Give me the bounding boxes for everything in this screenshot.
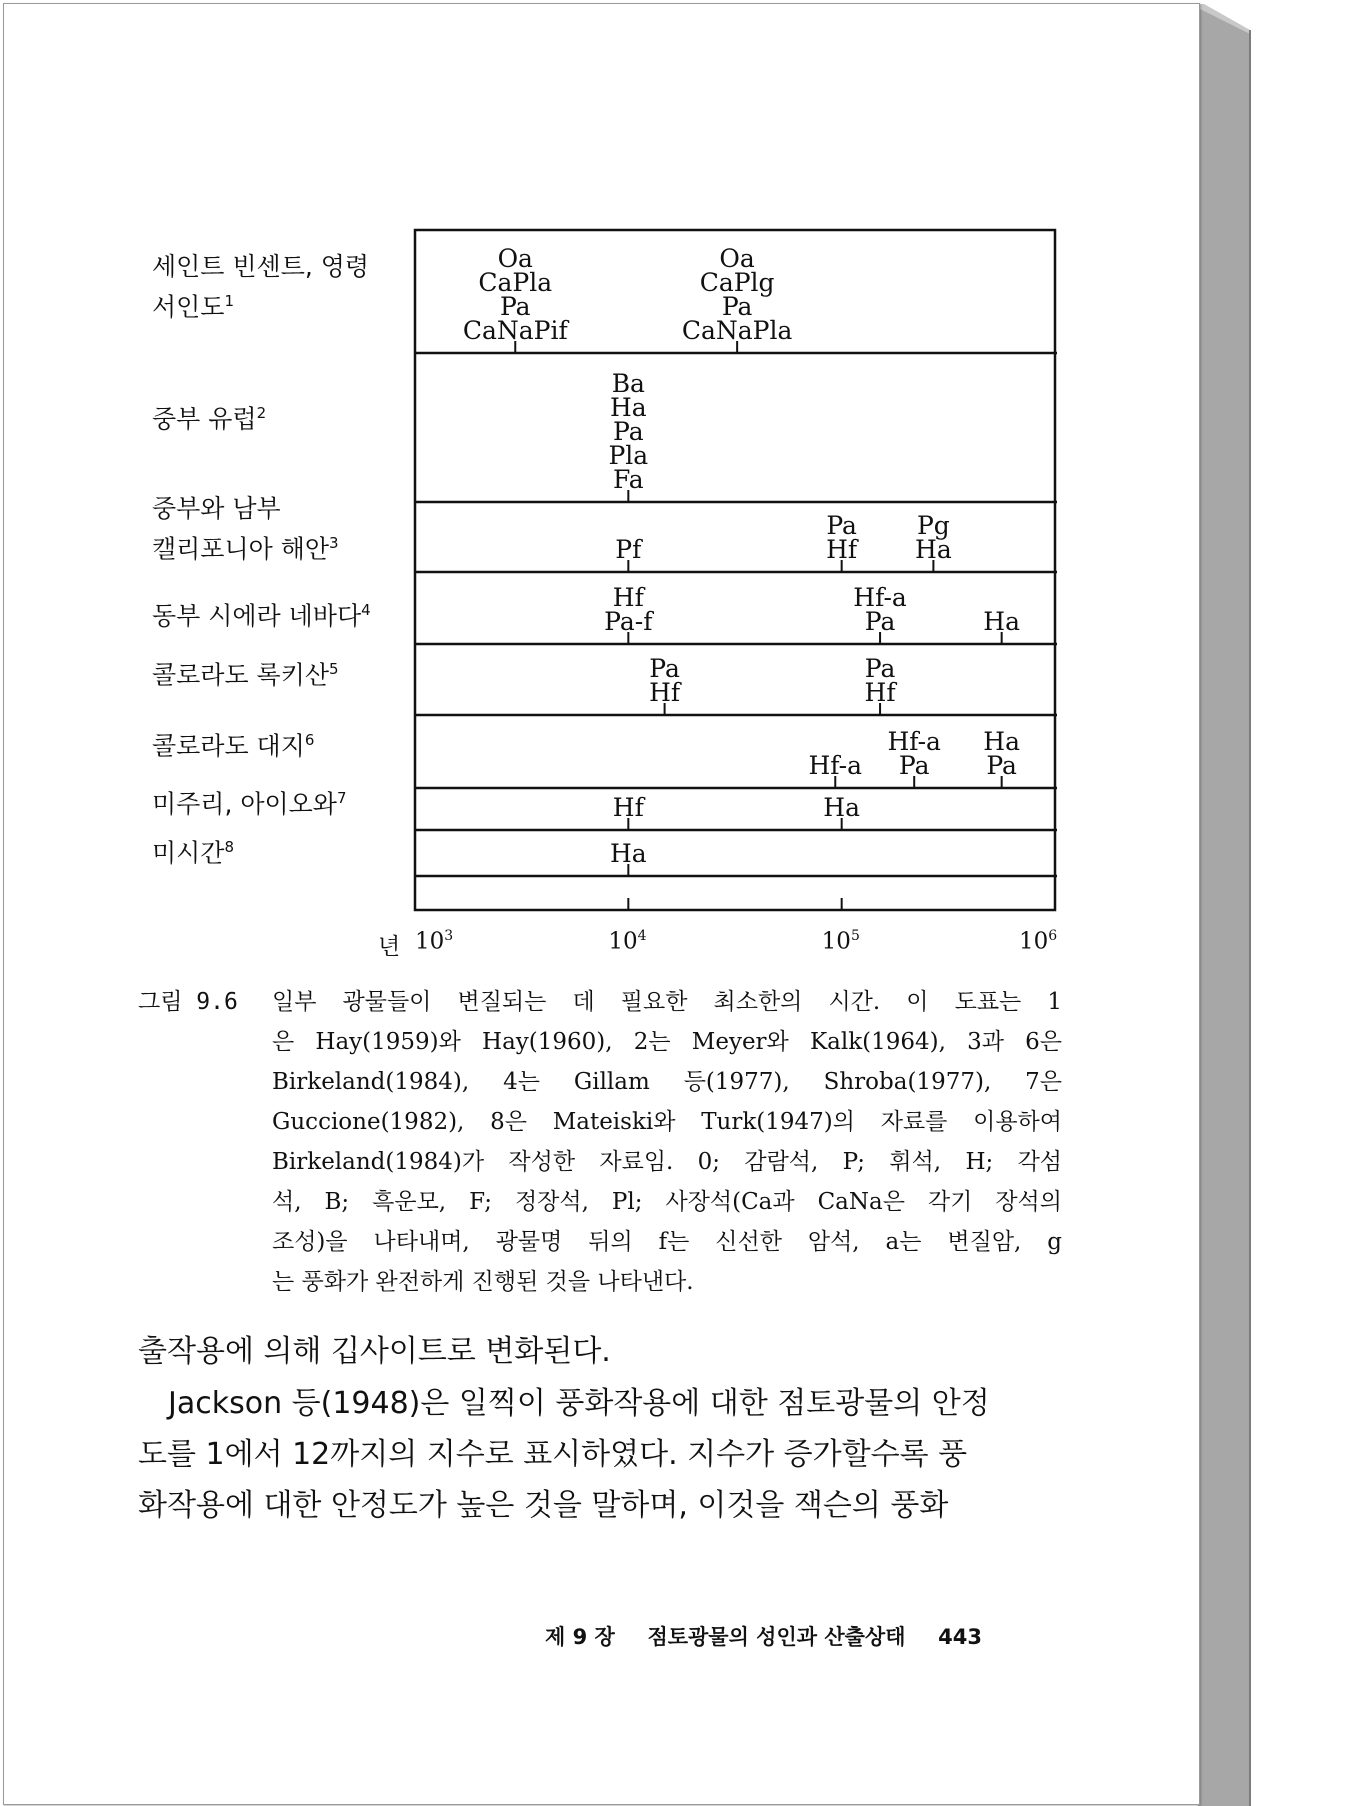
caption-line: Guccione(1982), 8은 Mateiski와 Turk(1947)의 자료를 이용하여 (272, 1109, 1062, 1135)
mineral-label: Ha (609, 393, 647, 422)
mineral-label: Pa (826, 511, 857, 540)
chart-row-8 (610, 839, 647, 876)
axis-tick-exponent: 5 (850, 928, 860, 944)
caption-line: Birkeland(1984)가 작성한 자료임. 0; 감람석, P; 휘석, H; 각섬 (272, 1149, 1062, 1175)
chart-row-2 (608, 369, 648, 502)
mineral-label: Fa (613, 465, 644, 494)
axis-tick-exponent: 4 (637, 928, 647, 944)
row-label-note: 5 (329, 660, 339, 678)
mineral-label: Pa-f (604, 607, 653, 636)
caption-line: 일부 광물들이 변질되는 데 필요한 최소한의 시간. 이 도표는 1 (272, 989, 1062, 1015)
mineral-label: Ha (983, 607, 1021, 636)
mineral-label: Pa (499, 292, 531, 321)
mineral-label: Hf (612, 583, 644, 612)
chart-row-4 (604, 583, 1020, 644)
axis-tick-label: $10^6$ (1019, 928, 1058, 955)
mineral-label: Hf-a (808, 751, 863, 780)
mineral-label: Ha (823, 793, 861, 822)
mineral-label: Hf (864, 678, 896, 707)
body-line-3: 도를 1에서 12까지의 지수로 표시하였다. 지수가 증가할수록 풍 (138, 1437, 968, 1472)
row-label-note: 3 (329, 534, 339, 552)
chart-row-7 (613, 793, 860, 830)
chart-row-5 (649, 654, 897, 715)
mineral-label: CaNaPif (462, 316, 568, 345)
row-label-line: 중부 유럽$^2$ (152, 404, 267, 434)
row-label-line: 서인도$^1$ (152, 292, 234, 322)
caption-line: 조성)을 나타내며, 광물명 뒤의 f는 신선한 암석, a는 변질암, g (272, 1229, 1062, 1255)
chart-row-6 (809, 727, 1021, 788)
mineral-label: CaPla (478, 268, 553, 297)
mineral-label: Hf (826, 535, 858, 564)
axis-tick-label: $10^3$ (415, 928, 454, 955)
chart-row-3 (615, 511, 952, 572)
axis-tick-exponent: 6 (1048, 928, 1058, 944)
row-label-line: 동부 시에라 네바다$^4$ (152, 601, 371, 631)
mineral-label: CaNaPla (681, 316, 793, 345)
body-line-1: 출작용에 의해 깁사이트로 변화된다. (138, 1334, 611, 1369)
mineral-label: Oa (719, 244, 755, 273)
row-label-note: 4 (361, 601, 371, 619)
mineral-label: CaPlg (699, 268, 775, 297)
row-label-line: 미주리, 아이오와$^7$ (152, 789, 347, 819)
axis-tick-label: $10^4$ (608, 928, 647, 955)
page-number: 443 (938, 1625, 982, 1649)
row-label-note: 2 (256, 404, 267, 422)
body-line-4: 화작용에 대한 안정도가 높은 것을 말하며, 이것을 잭슨의 풍화 (138, 1488, 949, 1523)
caption-label (138, 982, 238, 1022)
footer-title: 점토광물의 성인과 산출상태 (647, 1625, 906, 1649)
axis-tick-exponent: 3 (444, 928, 454, 944)
mineral-label: Pa (721, 292, 753, 321)
row-label-line: 콜로라도 대지$^6$ (152, 731, 315, 761)
caption-label-text: 그림 9.6 (138, 989, 238, 1015)
running-footer (545, 1621, 982, 1651)
mineral-label: Ha (915, 535, 952, 564)
mineral-label: Hf (649, 678, 681, 707)
row-label-note: 7 (336, 789, 347, 807)
mineral-label: Hf-a (853, 583, 907, 612)
mineral-label: Pa (986, 751, 1017, 780)
row-label-line: 미시간$^8$ (152, 838, 234, 868)
row-label-line: 콜로라도 록키산$^5$ (152, 660, 339, 690)
caption-line: Birkeland(1984), 4는 Gillam 등(1977), Shroba(1977), 7은 (272, 1069, 1062, 1095)
footer-chapter: 제 9 장 (545, 1625, 615, 1649)
caption-text (272, 982, 1062, 1302)
mineral-label: Pa (613, 417, 644, 446)
axis-tick-label: $10^5$ (821, 928, 860, 955)
axis-unit-label: 년 (378, 934, 401, 960)
mineral-label: Hf-a (887, 727, 941, 756)
caption-line: 는 풍화가 완전하게 진행된 것을 나타낸다. (272, 1269, 694, 1295)
caption-line: 은 Hay(1959)와 Hay(1960), 2는 Meyer와 Kalk(1964), 3과 6은 (272, 1029, 1062, 1055)
mineral-label: Pf (615, 535, 642, 564)
mineral-label: Ba (611, 369, 645, 398)
row-label-line: 세인트 빈센트, 영령 (152, 252, 370, 281)
body-line-2: Jackson 등(1948)은 일찍이 풍화작용에 대한 점토광물의 안정 (168, 1386, 990, 1421)
row-label-note: 6 (304, 731, 315, 749)
mineral-label: Pa (864, 654, 896, 683)
mineral-label: Pa (898, 751, 930, 780)
mineral-label: Pa (649, 654, 680, 683)
mineral-label: Ha (609, 839, 647, 868)
mineral-label: Pg (916, 511, 950, 540)
mineral-label: Oa (497, 244, 533, 273)
row-label-line: 캘리포니아 해안$^3$ (152, 534, 339, 564)
mineral-label: Hf (612, 793, 644, 822)
mineral-label: Ha (983, 727, 1021, 756)
mineral-label: Pla (608, 441, 649, 470)
row-label-line: 중부와 남부 (152, 494, 281, 523)
chart-row-1 (463, 244, 793, 353)
mineral-label: Pa (864, 607, 896, 636)
row-label-note: 1 (224, 292, 234, 310)
caption-line: 석, B; 흑운모, F; 정장석, Pl; 사장석(Ca과 CaNa은 각기 장석의 (272, 1189, 1062, 1215)
row-label-note: 8 (224, 838, 234, 856)
